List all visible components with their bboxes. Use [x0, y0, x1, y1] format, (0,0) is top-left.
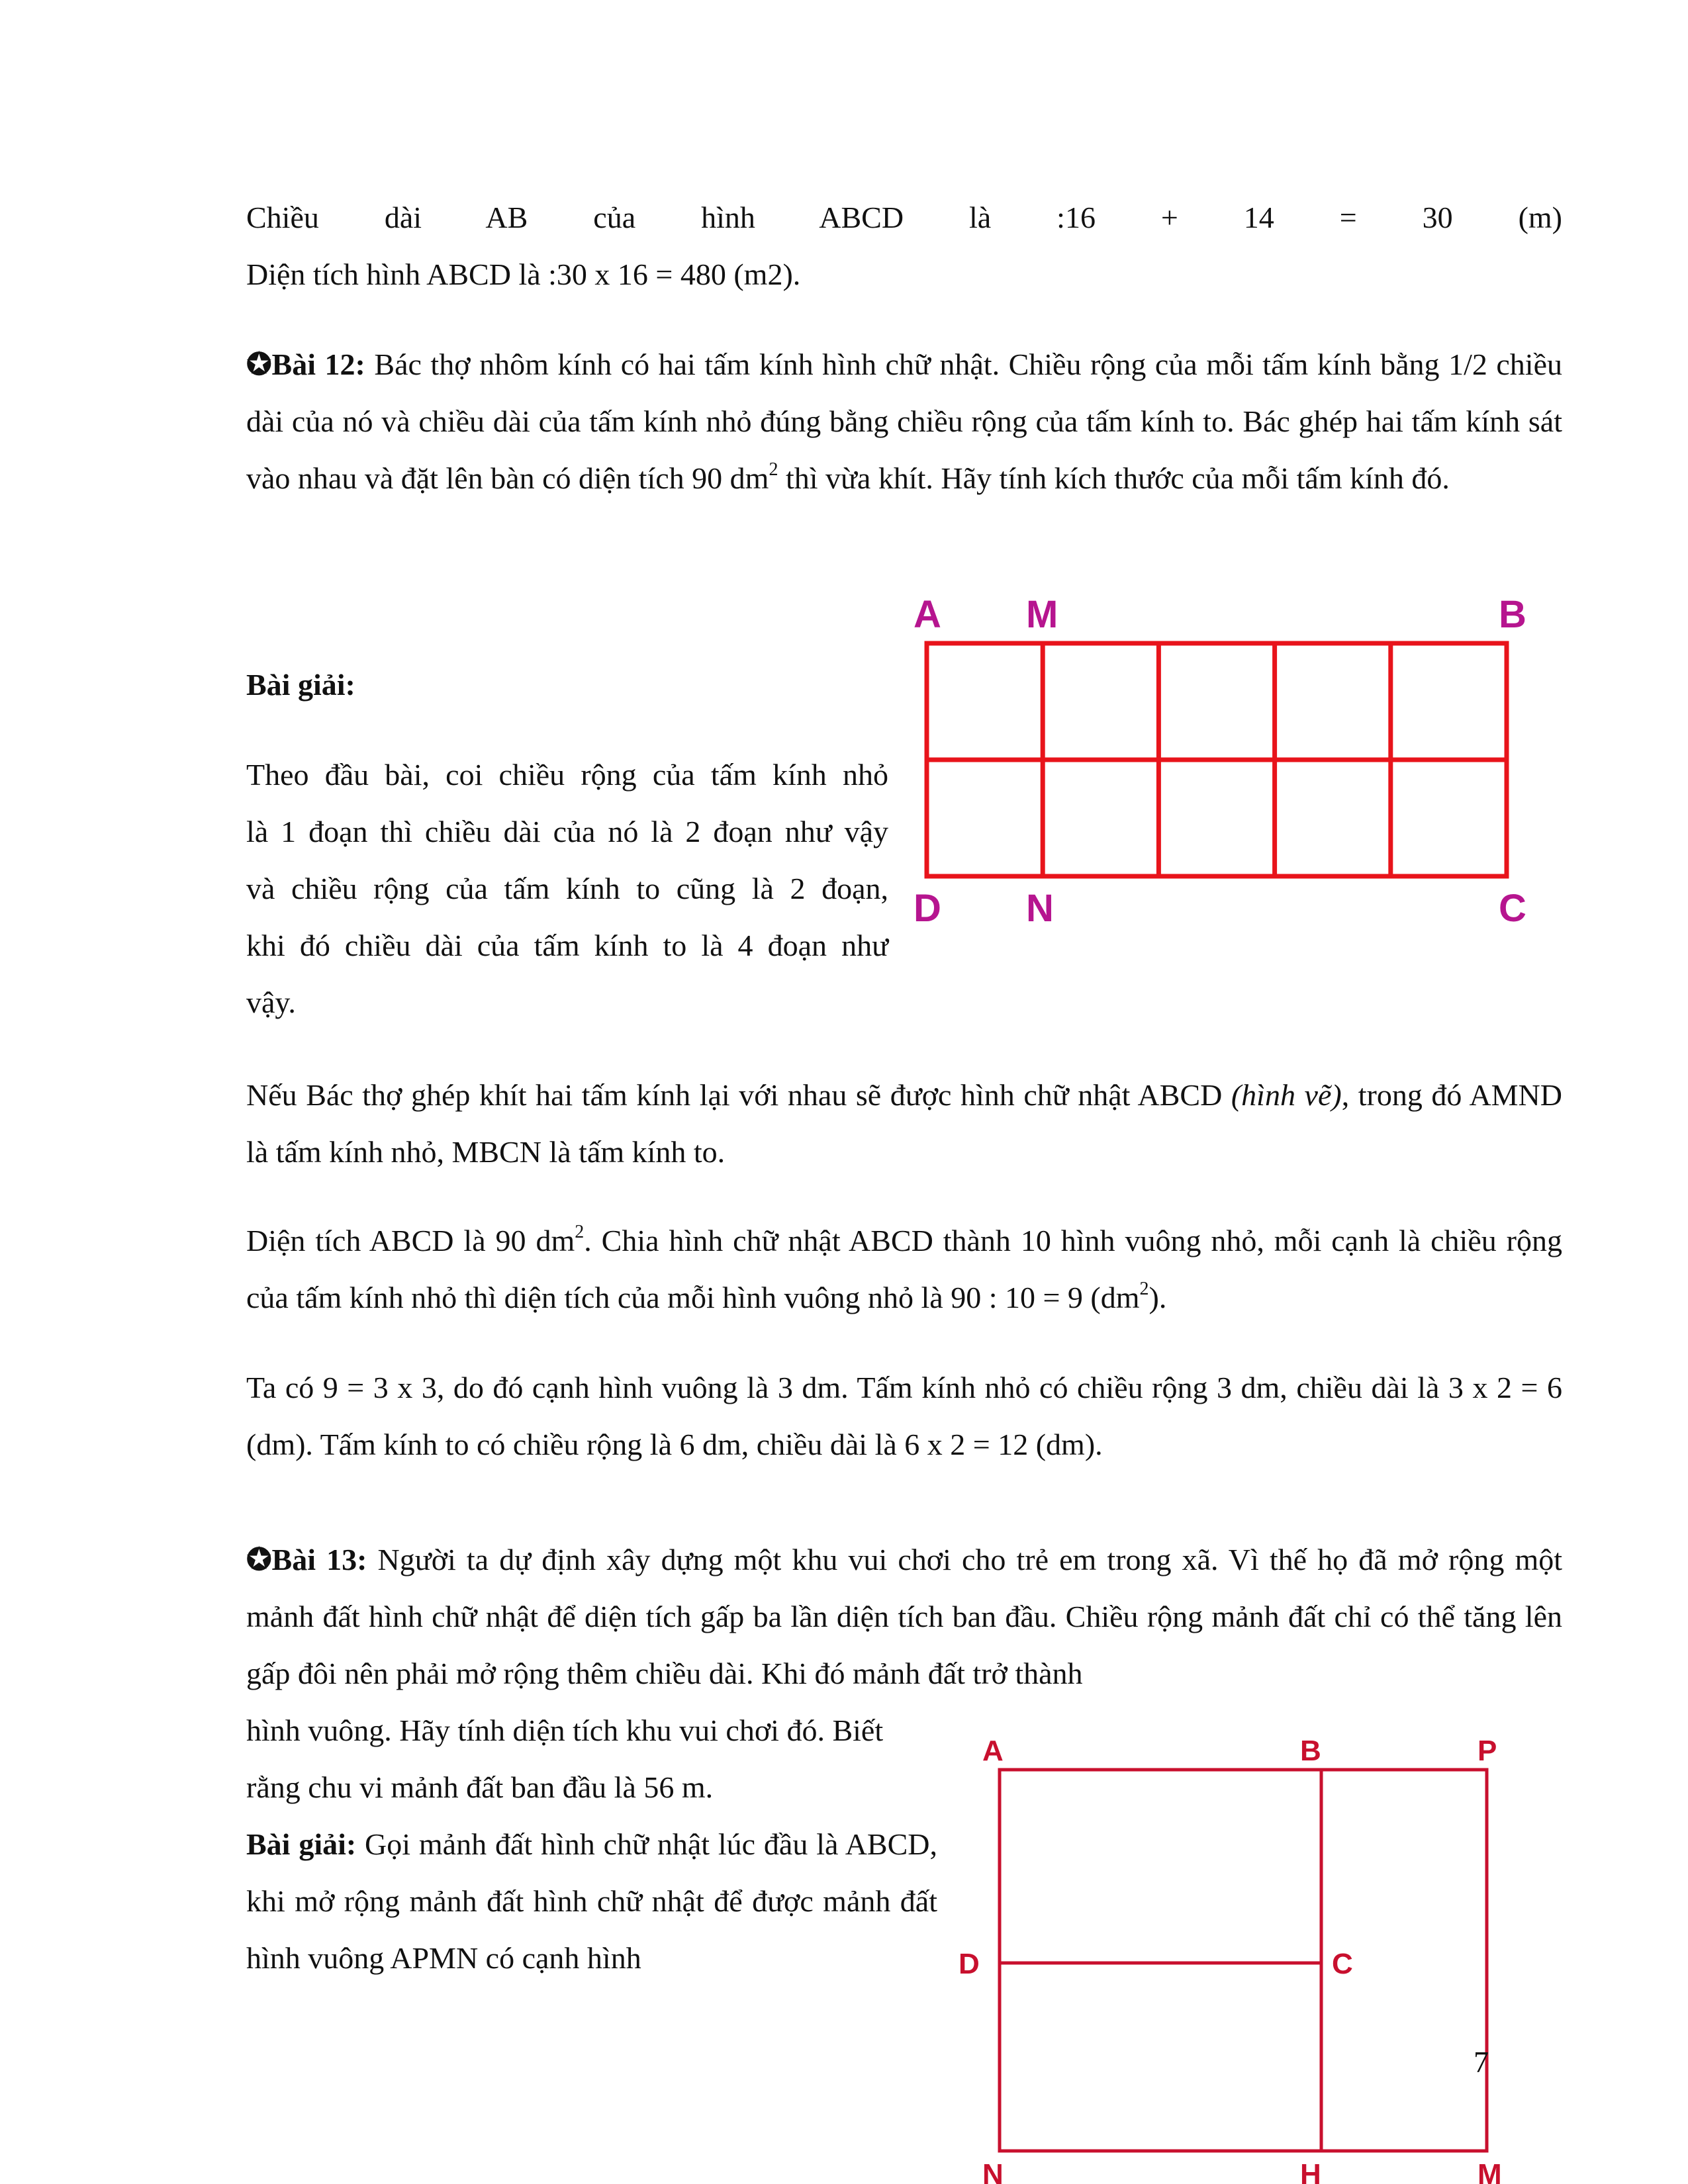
- bai13-title: Bài 13:: [271, 1543, 367, 1576]
- bai12-solution-title: [246, 657, 888, 713]
- bai12-solution-line: Theo đầu bài, coi chiều rộng của tấm kính nhỏ: [246, 758, 888, 792]
- bai12-para-3-c: ).: [1149, 1281, 1167, 1314]
- bai12-solution-line: và chiều rộng của tấm kính to cũng là 2 đoạn,: [246, 872, 888, 905]
- bai12-figure: [900, 582, 1549, 940]
- top-line-1: Chiều dài AB của hình ABCD là :16 + 14 = 30 (m): [246, 201, 1562, 234]
- bai12-para-2: [246, 1067, 1562, 1181]
- bai12-solution-block: [246, 747, 888, 1031]
- bai13-solution-title: Bài giải:: [246, 1827, 357, 1861]
- label-d: D: [959, 1948, 980, 1980]
- bai13-figure: [953, 1727, 1536, 2184]
- bai12-solution-line: khi đó chiều dài của tấm kính to là 4 đoạn như: [246, 929, 888, 962]
- bai13-text-full: Người ta dự định xây dựng một khu vui chơi cho trẻ em trong xã. Vì thế họ đã mở rộng một mảnh đất hình chữ nhật để diện tích gấp ba lần diện tích ban đầu. Chiều rộng mảnh đất chỉ có thể tăng lên gấp đôi nên phải mở rộng thêm chiều dài. Khi đó mảnh đất trở thành: [246, 1543, 1563, 1690]
- bai13-statement-cont: hình vuông. Hãy tính diện tích khu vui chơi đó. Biết rằng chu vi mảnh đất ban đầu là 56 m.: [246, 1713, 884, 1804]
- bai12-para-3: [246, 1212, 1562, 1326]
- label-b: B: [1499, 593, 1526, 636]
- bai12-para-3-sup1: 2: [575, 1222, 585, 1242]
- bai12-text-2: thì vừa khít. Hãy tính kích thước của mỗi tấm kính đó.: [778, 461, 1450, 495]
- label-c: C: [1499, 887, 1526, 930]
- label-p: P: [1477, 1735, 1497, 1767]
- bai12-solution-line: vậy.: [246, 985, 296, 1019]
- bai13-lines: [1000, 1770, 1487, 2151]
- label-a: A: [914, 593, 941, 636]
- bai12-grid: [927, 643, 1507, 876]
- bai12-para-2-a: Nếu Bác thợ ghép khít hai tấm kính lại với nhau sẽ được hình chữ nhật ABCD: [246, 1078, 1231, 1112]
- label-b: B: [1300, 1735, 1321, 1767]
- top-line-2: Diện tích hình ABCD là :30 x 16 = 480 (m2).: [246, 257, 801, 291]
- bai12-statement: [246, 336, 1562, 507]
- label-n: N: [982, 2158, 1004, 2184]
- label-m: M: [1477, 2158, 1502, 2184]
- bai12-title: Bài 12:: [271, 347, 365, 381]
- bai13-star: ✪: [246, 1543, 272, 1576]
- bai12-text-1: Bác thợ nhôm kính có hai tấm kính hình chữ nhật. Chiều rộng của mỗi tấm kính bằng 1/2 chiều dài của nó và chiều dài của tấm kính nhỏ đúng bằng chiều rộng của tấm kính to. Bác ghép hai tấm kính sát vào nhau và đặt lên bàn có diện tích 90 dm: [246, 347, 1562, 495]
- page-number: 7: [1474, 2045, 1489, 2079]
- bai12-para-3-b: . Chia hình chữ nhật ABCD thành 10 hình vuông nhỏ, mỗi cạnh là chiều rộng của tấm kính nhỏ thì diện tích của mỗi hình vuông nhỏ là 90 : 10 = 9 (dm: [246, 1224, 1562, 1314]
- bai12-sup: 2: [769, 459, 778, 480]
- label-d: D: [914, 887, 941, 930]
- label-c: C: [1332, 1948, 1353, 1980]
- label-n: N: [1026, 887, 1054, 930]
- bai12-para-2-italic: (hình vẽ): [1231, 1078, 1342, 1112]
- label-a: A: [982, 1735, 1004, 1767]
- bai12-solution-title-text: Bài giải:: [246, 668, 355, 702]
- label-m: M: [1026, 593, 1058, 636]
- bai13-solution-text: Gọi mảnh đất hình chữ nhật lúc đầu là ABCD, khi mở rộng mảnh đất hình chữ nhật để được mảnh đất hình vuông APMN có cạnh hình: [246, 1827, 938, 1975]
- bai13-solution: [246, 1816, 937, 1987]
- label-h: H: [1300, 2158, 1321, 2184]
- bai12-solution-line: là 1 đoạn thì chiều dài của nó là 2 đoạn như vậy: [246, 815, 888, 848]
- bai12-star: ✪: [246, 347, 272, 381]
- bai12-para-2-b: , trong đó AMND là tấm kính nhỏ, MBCN là tấm kính to.: [246, 1078, 1562, 1169]
- bai12-para-3-a: Diện tích ABCD là 90 dm: [246, 1224, 575, 1257]
- bai13-statement: [246, 1531, 1562, 1702]
- bai12-para-4: Ta có 9 = 3 x 3, do đó cạnh hình vuông là 3 dm. Tấm kính nhỏ có chiều rộng 3 dm, chiều dài là 3 x 2 = 6 (dm). Tấm kính to có chiều rộng là 6 dm, chiều dài là 6 x 2 = 12 (dm).: [246, 1371, 1562, 1461]
- bai12-para-3-sup2: 2: [1139, 1279, 1149, 1299]
